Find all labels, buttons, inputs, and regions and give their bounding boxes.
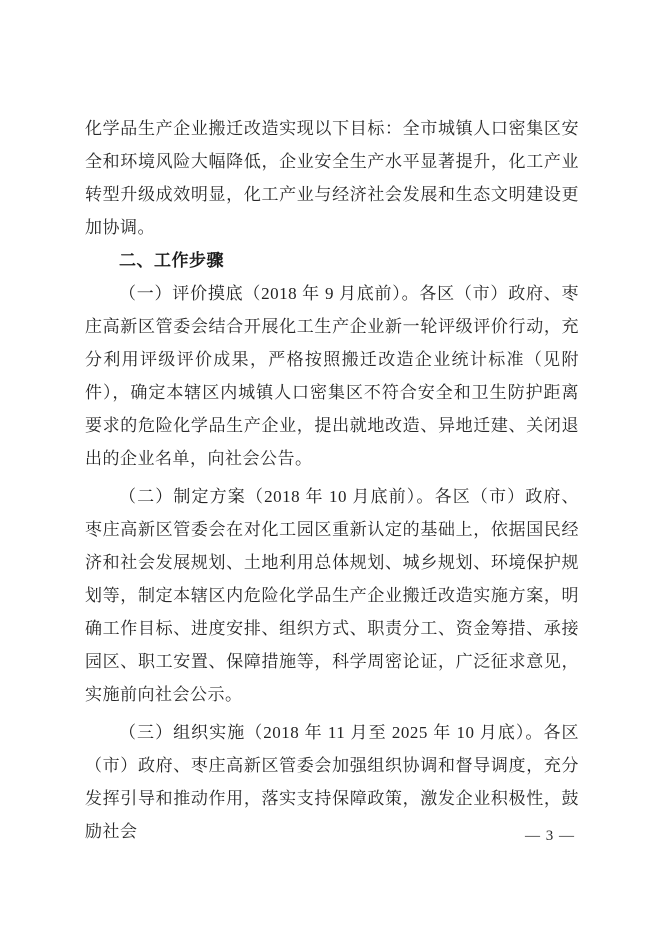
- paragraph-1-body: 各区（市）政府、枣庄高新区管委会结合开展化工生产企业新一轮评级评价行动，充分利用评级评价成果，严格按照搬迁改造企业统计标准（见附件），确定本辖区内城镇人口密集区不符合安全和卫生防护距离要求的危险化学品生产企业，提出就地改造、异地迁建、关闭退出的企业名单，向社会公告。: [85, 284, 580, 468]
- paragraph-1-leader: （一）评价摸底（2018 年 9 月底前）。: [119, 284, 420, 303]
- paragraph-item-2: [85, 480, 579, 711]
- paragraph-2-body: 各区（市）政府、枣庄高新区管委会在对化工园区重新认定的基础上，依据国民经济和社会发展规划、土地利用总体规划、城乡规划、环境保护规划等，制定本辖区内危险化学品生产企业搬迁改造实施方案，明确工作目标、进度安排、组织方式、职责分工、资金筹措、承接园区、职工安置、保障措施等，科学周密论证，广泛征求意见，实施前向社会公示。: [85, 487, 580, 704]
- paragraph-intro: 化学品生产企业搬迁改造实现以下目标：全市城镇人口密集区安全和环境风险大幅降低，企业安全生产水平显著提升，化工产业转型升级成效明显，化工产业与经济社会发展和生态文明建设更加协调。: [85, 119, 579, 237]
- page-number: — 3 —: [525, 828, 575, 844]
- paragraph-2-leader: （二）制定方案（2018 年 10 月底前）。: [119, 487, 435, 506]
- section-heading: 二、工作步骤: [119, 251, 224, 270]
- paragraph-3-body: 各区（市）政府、枣庄高新区管委会加强组织协调和督导调度，充分发挥引导和推动作用，落实支持保障政策，激发企业积极性，鼓励社会: [85, 723, 580, 841]
- document-content: [85, 112, 579, 848]
- paragraph-item-1: [85, 277, 579, 475]
- paragraph-3-leader: （三）组织实施（2018 年 11 月至 2025 年 10 月底）。: [119, 723, 544, 742]
